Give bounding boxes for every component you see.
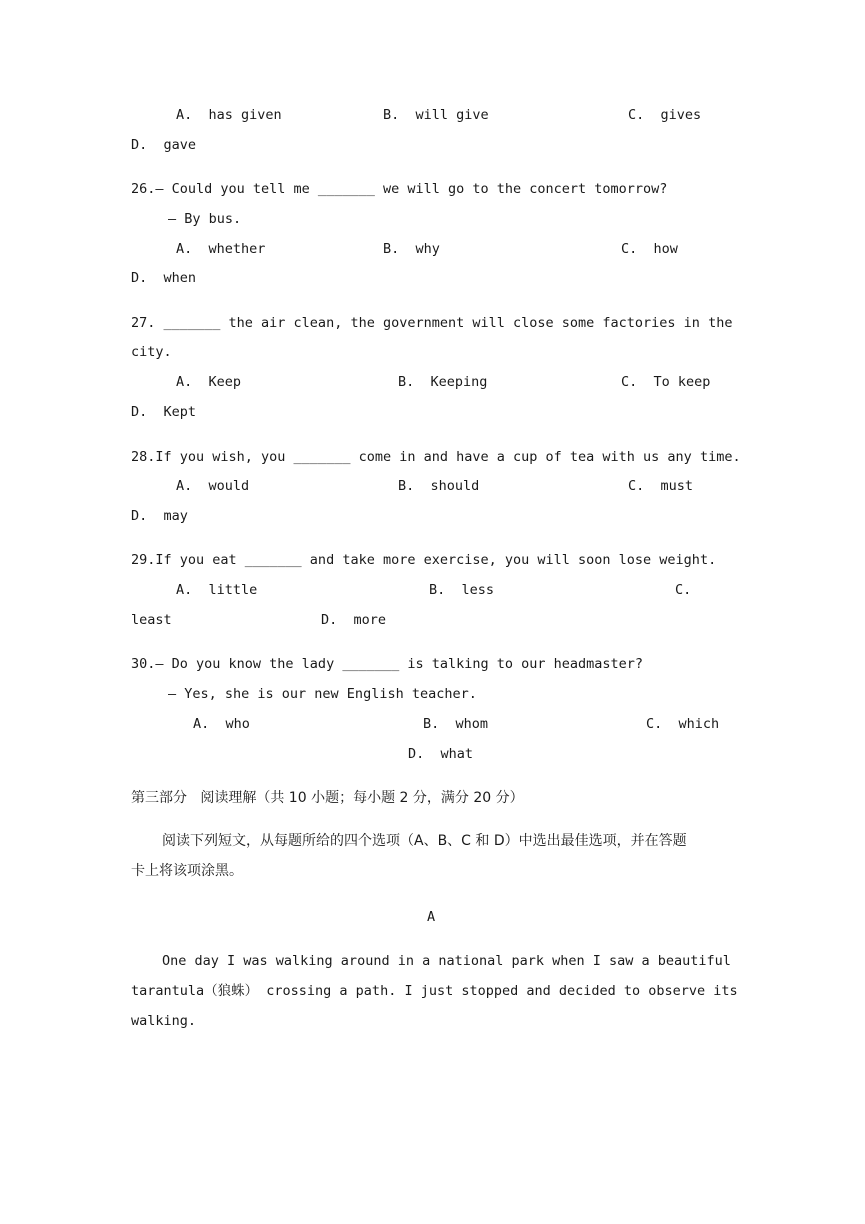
q29-option-d: D. more: [321, 612, 387, 628]
q28-option-c: C. must: [628, 478, 694, 494]
q26-answer-line: — By bus.: [168, 211, 242, 227]
q26-option-d: D. when: [131, 270, 197, 286]
q27-stem: 27. _______ the air clean, the government will close some factories in the: [131, 315, 733, 331]
q26-option-b: B. why: [383, 241, 440, 257]
q25-option-b: B. will give: [383, 107, 489, 123]
q25-option-c: C. gives: [628, 107, 702, 123]
q28-stem: 28.If you wish, you _______ come in and have a cup of tea with us any time.: [131, 449, 741, 465]
q27-stem-continued: city.: [131, 344, 172, 360]
q29-option-b: B. less: [429, 582, 495, 598]
q27-option-b: B. Keeping: [398, 374, 488, 390]
q29-option-c-text: least: [131, 612, 172, 628]
q29-option-c: C.: [675, 582, 692, 598]
q26-stem: 26.— Could you tell me _______ we will go to the concert tomorrow?: [131, 181, 668, 197]
passage-line-3: walking.: [131, 1013, 197, 1029]
section3-instruction-line1: 阅读下列短文，从每题所给的四个选项（A、B、C 和 D）中选出最佳选项，并在答题: [162, 833, 687, 849]
passage-label: A: [427, 909, 436, 925]
section3-heading: 第三部分 阅读理解（共 10 小题；每小题 2 分，满分 20 分）: [131, 790, 524, 806]
q30-stem: 30.— Do you know the lady _______ is talking to our headmaster?: [131, 656, 644, 672]
q27-option-c: C. To keep: [621, 374, 711, 390]
q30-option-a: A. who: [193, 716, 250, 732]
q27-option-d: D. Kept: [131, 404, 197, 420]
q28-option-d: D. may: [131, 508, 188, 524]
q28-option-a: A. would: [176, 478, 250, 494]
q26-option-a: A. whether: [176, 241, 266, 257]
passage-line-1: One day I was walking around in a national park when I saw a beautiful: [162, 953, 731, 969]
q27-option-a: A. Keep: [176, 374, 242, 390]
q29-option-a: A. little: [176, 582, 258, 598]
q30-option-c: C. which: [646, 716, 720, 732]
q25-option-d: D. gave: [131, 137, 197, 153]
q28-option-b: B. should: [398, 478, 480, 494]
q25-option-a: A. has given: [176, 107, 282, 123]
q30-option-d: D. what: [408, 746, 474, 762]
passage-line-2: tarantula（狼蛛） crossing a path. I just stopped and decided to observe its: [131, 983, 738, 999]
q26-option-c: C. how: [621, 241, 678, 257]
q29-stem: 29.If you eat _______ and take more exercise, you will soon lose weight.: [131, 552, 717, 568]
q30-answer-line: — Yes, she is our new English teacher.: [168, 686, 477, 702]
section3-instruction-line2: 卡上将该项涂黑。: [131, 863, 243, 879]
q30-option-b: B. whom: [423, 716, 489, 732]
